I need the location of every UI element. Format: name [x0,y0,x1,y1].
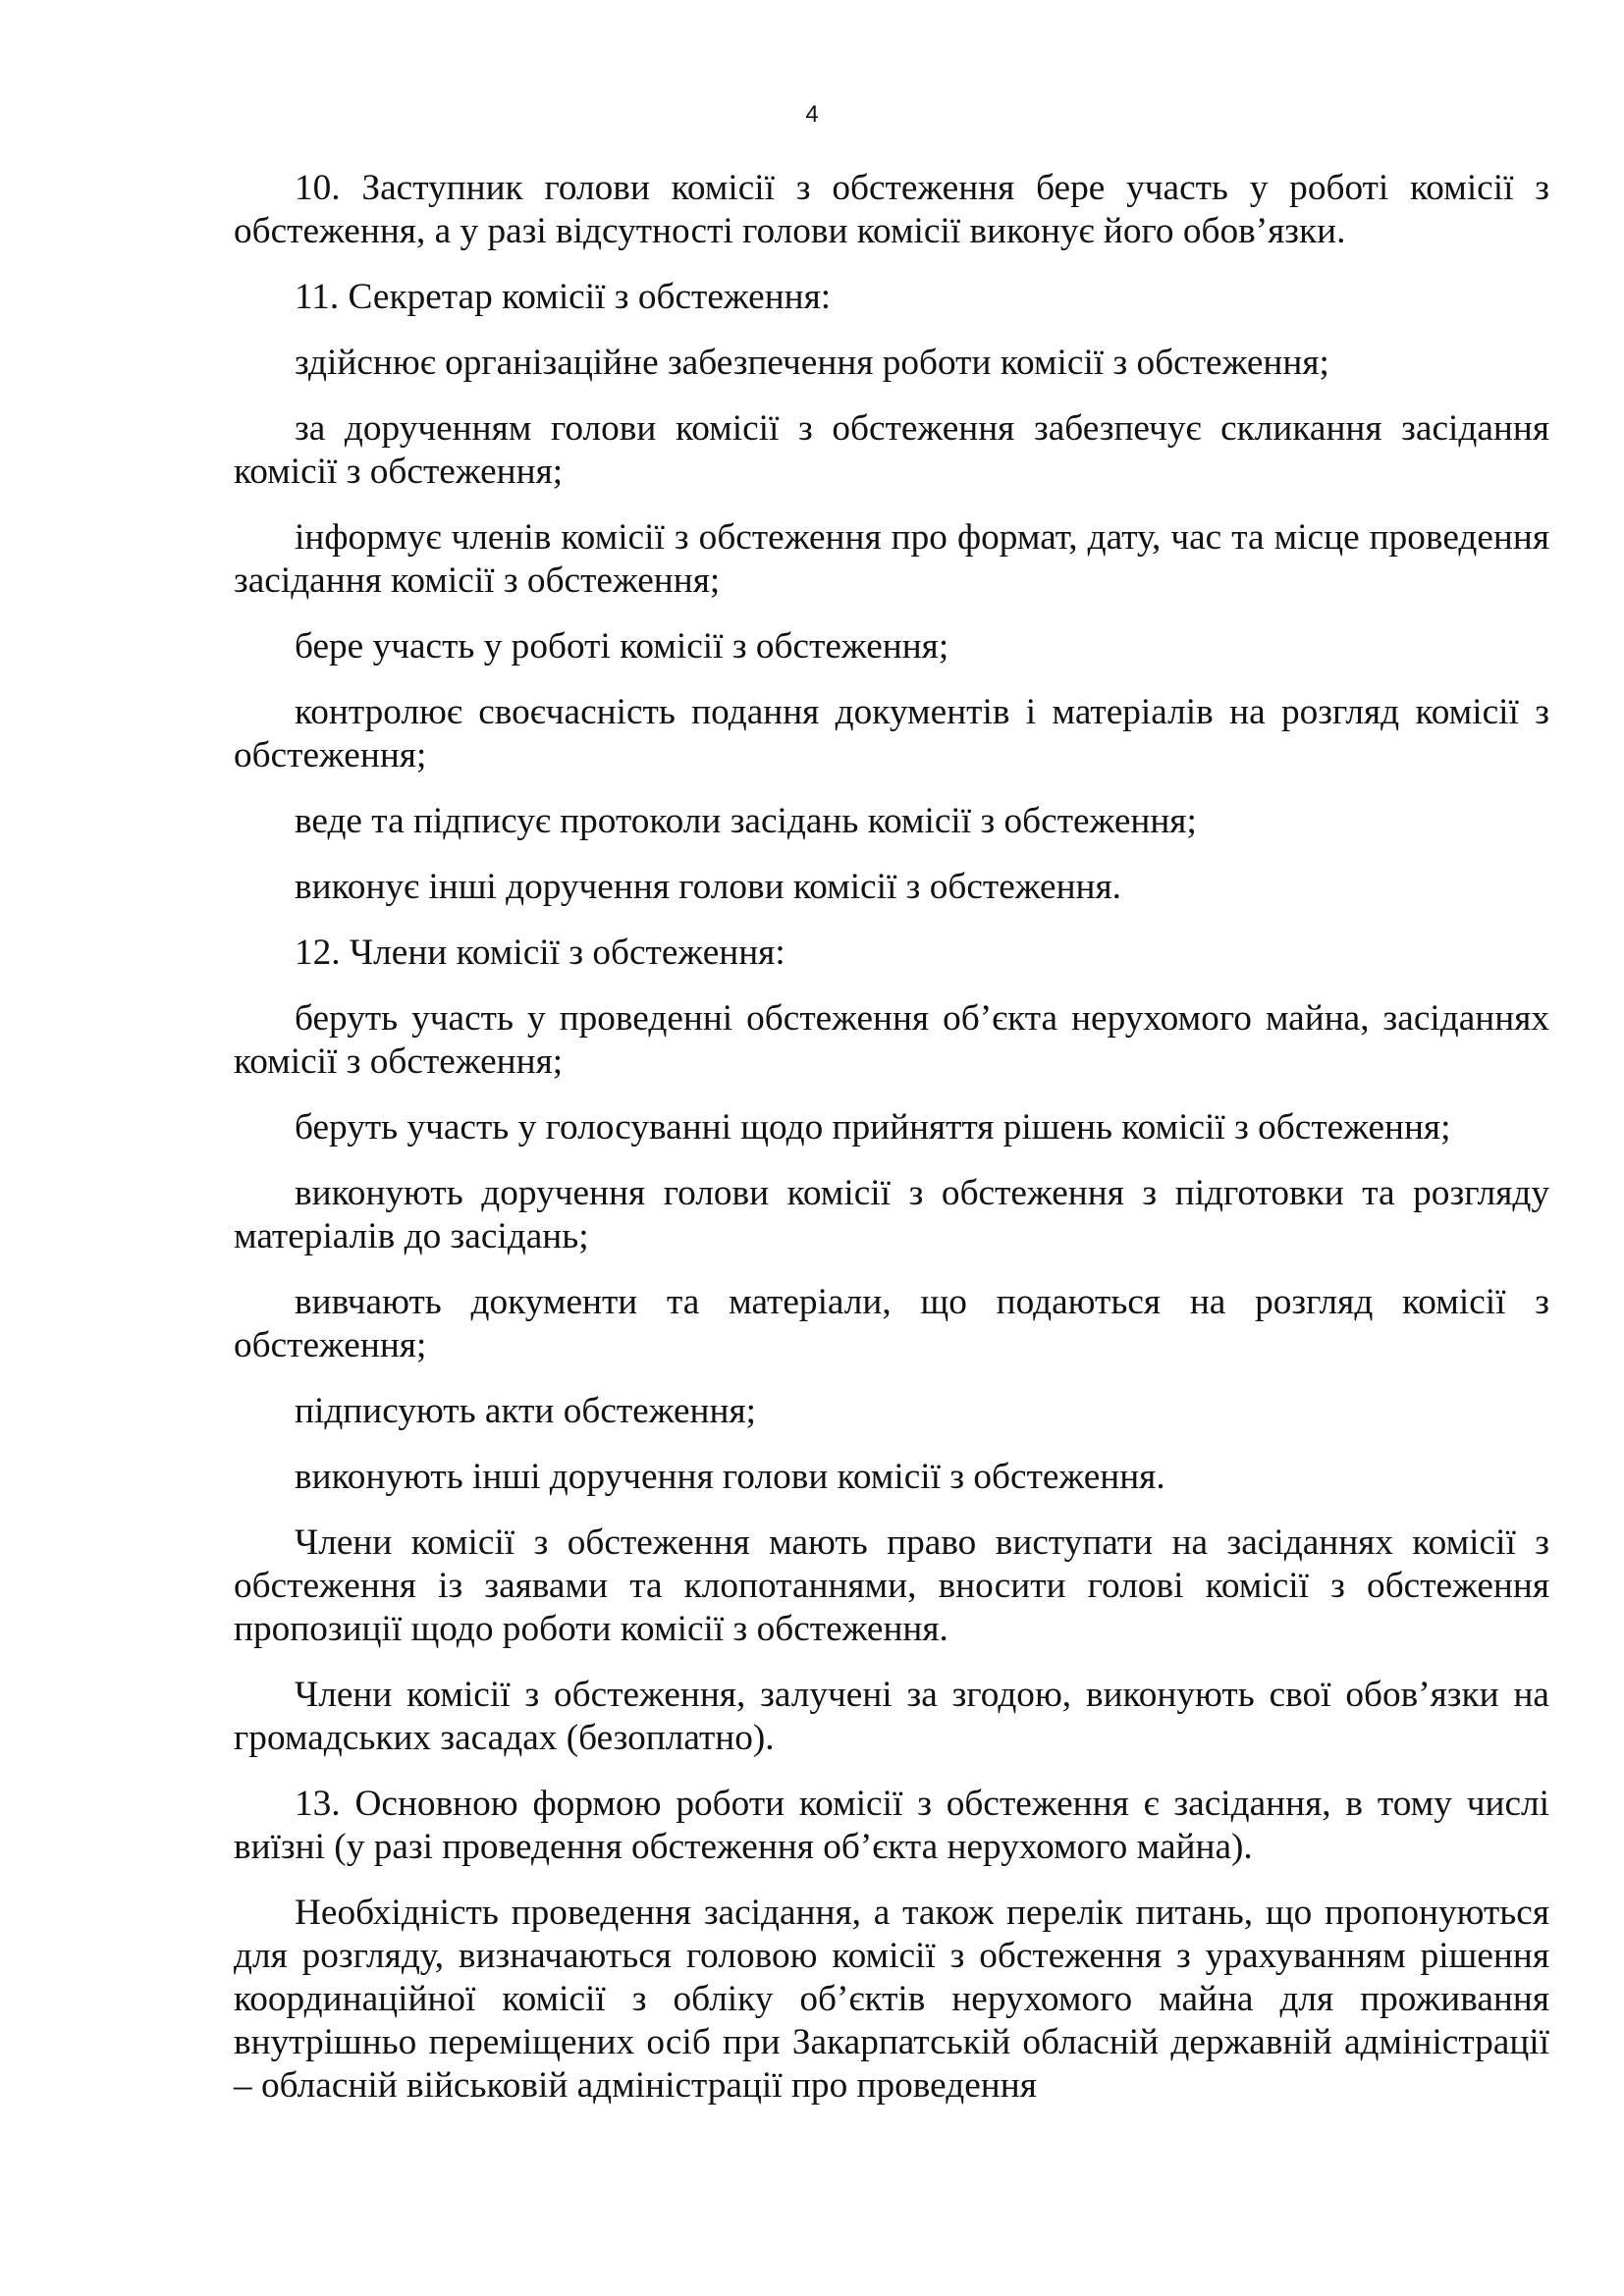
meeting-necessity: Необхідність проведення засідання, а також перелік питань, що пропонуються для розгляду, визначаються головою комісії з обстеження з урахуванням рішення координаційної комісії з обліку об’єктів нерухомого майна для проживання внутрішньо переміщених осіб при Закарпатській обласній державній адміністрації – обласній військовій адміністрації про проведення [234,1893,1549,2106]
secretary-duty-participate: бере участь у роботі комісії з обстеження; [295,626,949,667]
document-body [234,167,1549,2130]
members-voluntary-basis: Члени комісії з обстеження, залучені за згодою, виконують свої обов’язки на громадських засадах (безоплатно). [234,1675,1549,1758]
member-duty-voting: беруть участь у голосуванні щодо прийняття рішень комісії з обстеження; [295,1107,1451,1148]
member-duty-other: виконують інші доручення голови комісії з обстеження. [295,1457,1165,1497]
paragraph-12-members: 12. Члени комісії з обстеження: [295,933,785,973]
member-duty-inspection: беруть участь у проведенні обстеження об’єкта нерухомого майна, засіданнях комісії з обстеження; [234,998,1549,1082]
paragraph-10-deputy-head: 10. Заступник голови комісії з обстеження бере участь у роботі комісії з обстеження, а у разі відсутності голови комісії виконує його обов’язки. [234,168,1549,251]
secretary-duty-convene-meeting: за дорученням голови комісії з обстеження забезпечує скликання засідання комісії з обстеження; [234,408,1549,492]
secretary-duty-minutes: веде та підписує протоколи засідань комісії з обстеження; [295,801,1197,841]
secretary-duty-organizational-support: здійснює організаційне забезпечення роботи комісії з обстеження; [295,343,1329,383]
members-rights: Члени комісії з обстеження мають право виступати на засіданнях комісії з обстеження із заявами та клопотаннями, вносити голові комісії з обстеження пропозиції щодо роботи комісії з обстеження. [234,1522,1549,1649]
secretary-duty-control-documents: контролює своєчасність подання документів і матеріалів на розгляд комісії з обстеження; [234,692,1549,775]
member-duty-prepare-materials: виконують доручення голови комісії з обстеження з підготовки та розгляду матеріалів до засідань; [234,1173,1549,1256]
paragraph-11-secretary: 11. Секретар комісії з обстеження: [295,277,832,317]
page-number: 4 [805,101,819,128]
paragraph-13-meetings: 13. Основною формою роботи комісії з обстеження є засідання, в тому числі виїзні (у разі проведення обстеження об’єкта нерухомого майна). [234,1784,1549,1867]
member-duty-study-documents: вивчають документи та матеріали, що подаються на розгляд комісії з обстеження; [234,1282,1549,1365]
member-duty-sign-acts: підписують акти обстеження; [295,1391,756,1431]
secretary-duty-inform-members: інформує членів комісії з обстеження про формат, дату, час та місце проведення засідання комісії з обстеження; [234,517,1549,601]
secretary-duty-other: виконує інші доручення голови комісії з обстеження. [295,867,1121,907]
